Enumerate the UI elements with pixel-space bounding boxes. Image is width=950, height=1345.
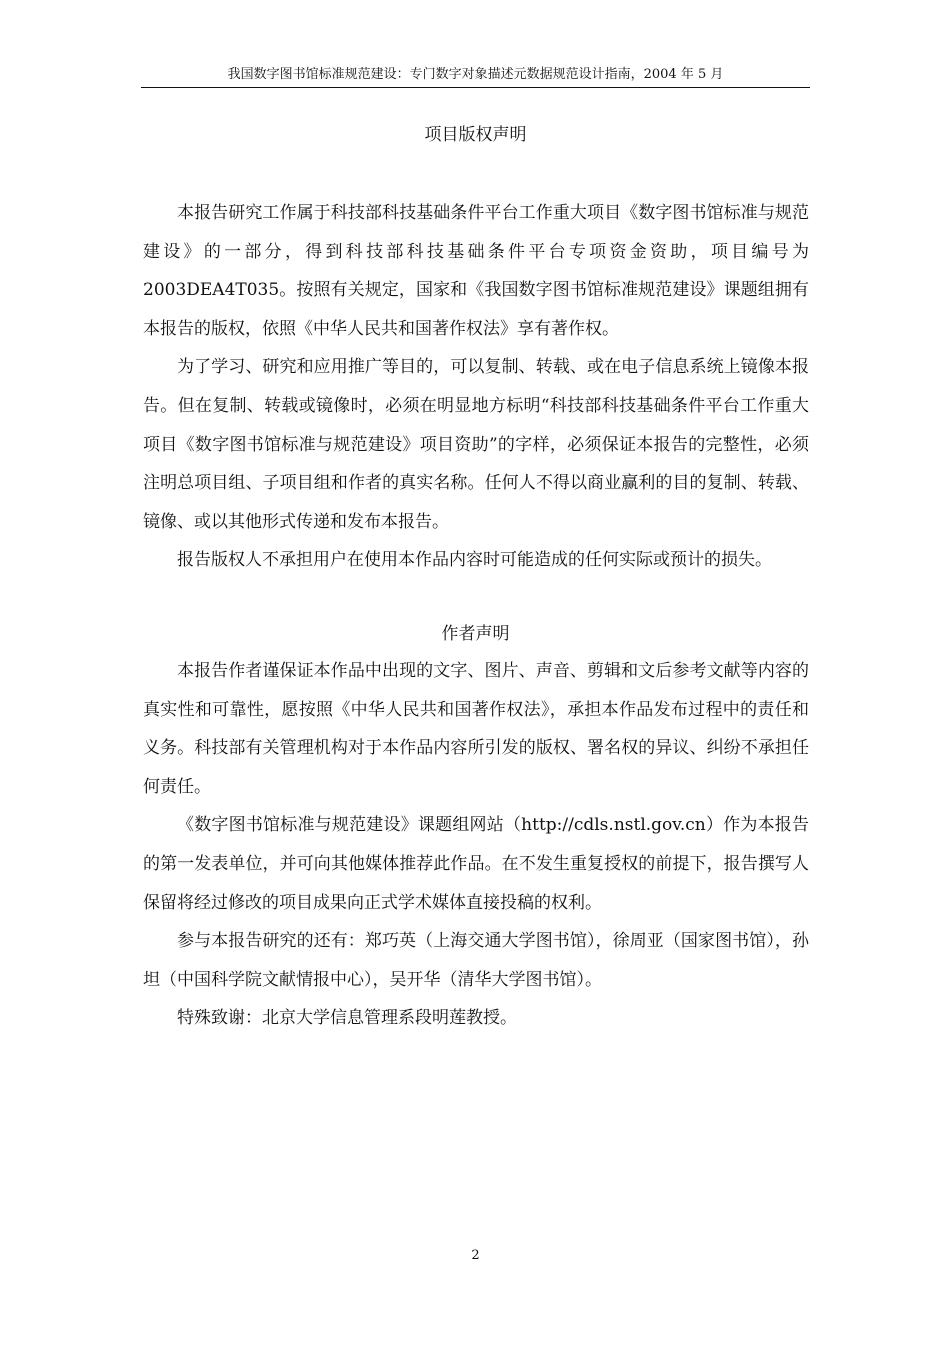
- author-section-title: 作者声明: [441, 624, 510, 644]
- copyright-paragraph-2: 为了学习、研究和应用推广等目的，可以复制、转载、或在电子信息系统上镜像本报告。但在复制、转载或镜像时，必须在明显地方标明“科技部科技基础条件平台工作重大项目《数字图书馆标准与规范建设》项目资助”的字样，必须保证本报告的完整性，必须注明总项目组、子项目组和作者的真实名称。任何人不得以商业赢利的目的复制、转载、镜像、或以其他形式传递和发布本报告。: [143, 357, 809, 532]
- running-header: 我国数字图书馆标准规范建设：专门数字对象描述元数据规范设计指南，2004 年 5 月: [227, 67, 724, 82]
- author-paragraph-4: 特殊致谢：北京大学信息管理系段明莲教授。: [177, 1008, 517, 1029]
- page-number: 2: [471, 1248, 480, 1263]
- header-rule: [141, 87, 810, 88]
- copyright-section-title: 项目版权声明: [424, 125, 527, 145]
- copyright-paragraph-3: 报告版权人不承担用户在使用本作品内容时可能造成的任何实际或预计的损失。: [177, 550, 772, 571]
- author-section: [143, 652, 809, 1038]
- author-paragraph-3: 参与本报告研究的还有：郑巧英（上海交通大学图书馆），徐周亚（国家图书馆），孙坦（中国科学院文献情报中心），吴开华（清华大学图书馆）。: [143, 931, 809, 990]
- author-paragraph-1: 本报告作者谨保证本作品中出现的文字、图片、声音、剪辑和文后参考文献等内容的真实性和可靠性，愿按照《中华人民共和国著作权法》，承担本作品发布过程中的责任和义务。科技部有关管理机构对于本作品内容所引发的版权、署名权的异议、纠纷不承担任何责任。: [143, 661, 809, 797]
- copyright-section: [143, 194, 809, 574]
- author-paragraph-2: 《数字图书馆标准与规范建设》课题组网站（http://cdls.nstl.gov.cn）作为本报告的第一发表单位，并可向其他媒体推荐此作品。在不发生重复授权的前提下，报告撰写人保留将经过修改的项目成果向正式学术媒体直接投稿的权利。: [143, 815, 809, 913]
- copyright-paragraph-1: 本报告研究工作属于科技部科技基础条件平台工作重大项目《数字图书馆标准与规范建设》的一部分，得到科技部科技基础条件平台专项资金资助，项目编号为 2003DEA4T035。按照有关规定，国家和《我国数字图书馆标准规范建设》课题组拥有本报告的版权，依照《中华人民共和国著作权法》享有著作权。: [143, 203, 809, 339]
